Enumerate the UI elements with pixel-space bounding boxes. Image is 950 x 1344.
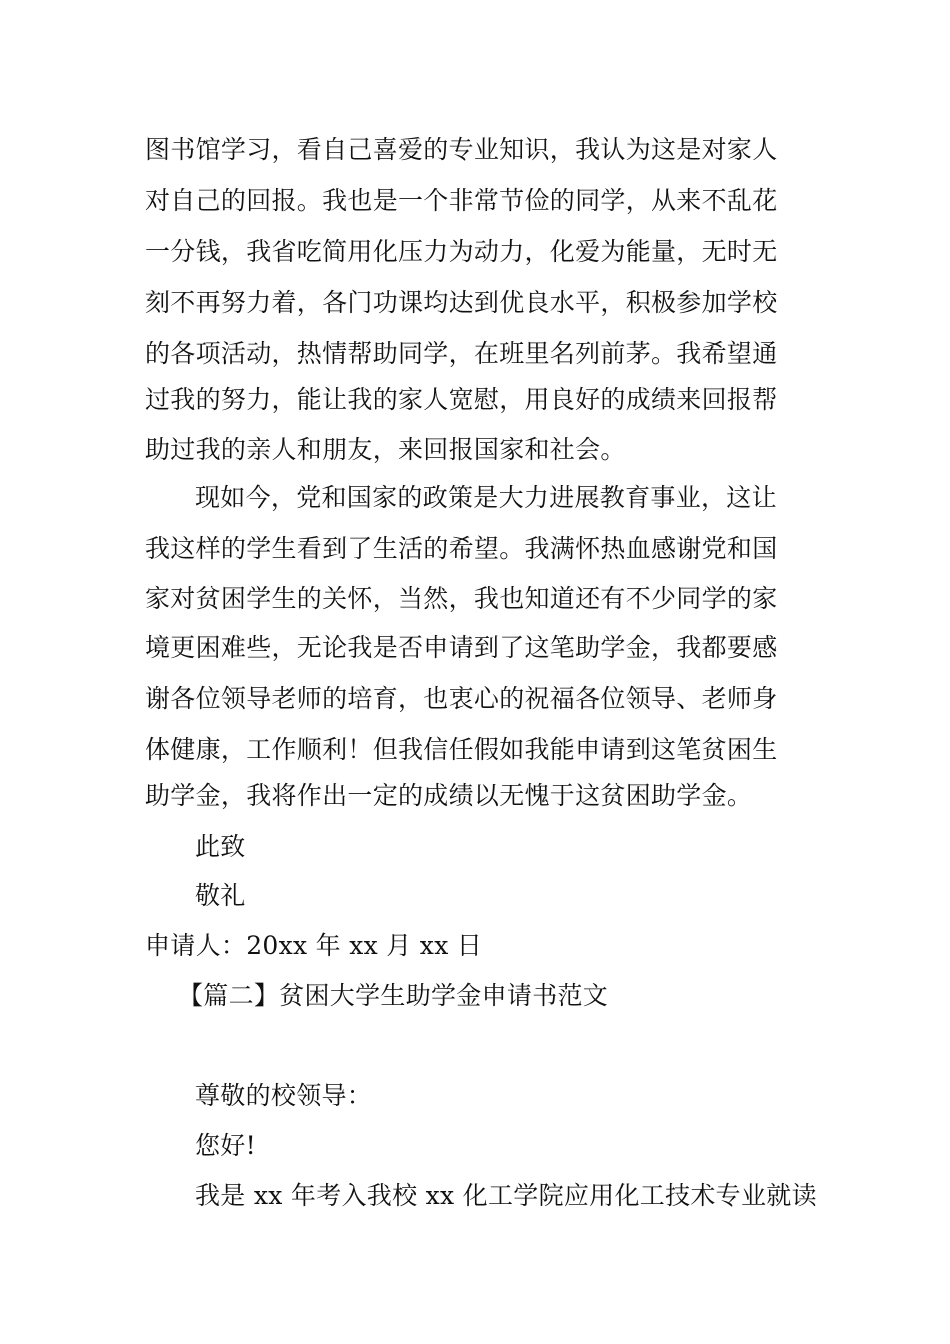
paragraph-line: 助过我的亲人和朋友，来回报国家和社会。 xyxy=(145,435,626,464)
section-heading: 【篇二】贫困大学生助学金申请书范文 xyxy=(178,981,609,1010)
closing-jingli: 敬礼 xyxy=(195,881,246,910)
paragraph-line: 我是 xx 年考入我校 xx 化工学院应用化工技术专业就读 xyxy=(195,1181,817,1210)
paragraph-line: 对自己的回报。我也是一个非常节俭的同学，从来不乱花 xyxy=(145,186,778,215)
closing-cizhi: 此致 xyxy=(195,832,246,861)
letter-salutation: 尊敬的校领导： xyxy=(195,1081,373,1110)
paragraph-line: 助学金，我将作出一定的成绩以无愧于这贫困助学金。 xyxy=(145,781,753,810)
letter-greeting: 您好! xyxy=(195,1131,256,1160)
paragraph-line: 过我的努力，能让我的家人宽慰，用良好的成绩来回报帮 xyxy=(145,385,778,414)
paragraph-line: 一分钱，我省吃简用化压力为动力，化爱为能量，无时无 xyxy=(145,237,778,266)
paragraph-line: 图书馆学习，看自己喜爱的专业知识，我认为这是对家人 xyxy=(145,135,778,164)
applicant-date-line: 申请人：20xx 年 xx 月 xx 日 xyxy=(145,931,483,960)
paragraph-line: 我这样的学生看到了生活的希望。我满怀热血感谢党和国 xyxy=(145,534,778,563)
paragraph-line: 境更困难些，无论我是否申请到了这笔助学金，我都要感 xyxy=(145,633,778,662)
paragraph-line: 现如今，党和国家的政策是大力进展教育事业，这让 xyxy=(195,483,777,512)
paragraph-line: 的各项活动，热情帮助同学，在班里名列前茅。我希望通 xyxy=(145,339,778,368)
paragraph-line: 刻不再努力着，各门功课均达到优良水平，积极参加学校 xyxy=(145,288,778,317)
paragraph-line: 谢各位领导老师的培育，也衷心的祝福各位领导、老师身 xyxy=(145,684,778,713)
paragraph-line: 体健康，工作顺利！但我信任假如我能申请到这笔贫困生 xyxy=(145,735,778,764)
paragraph-line: 家对贫困学生的关怀，当然，我也知道还有不少同学的家 xyxy=(145,584,778,613)
